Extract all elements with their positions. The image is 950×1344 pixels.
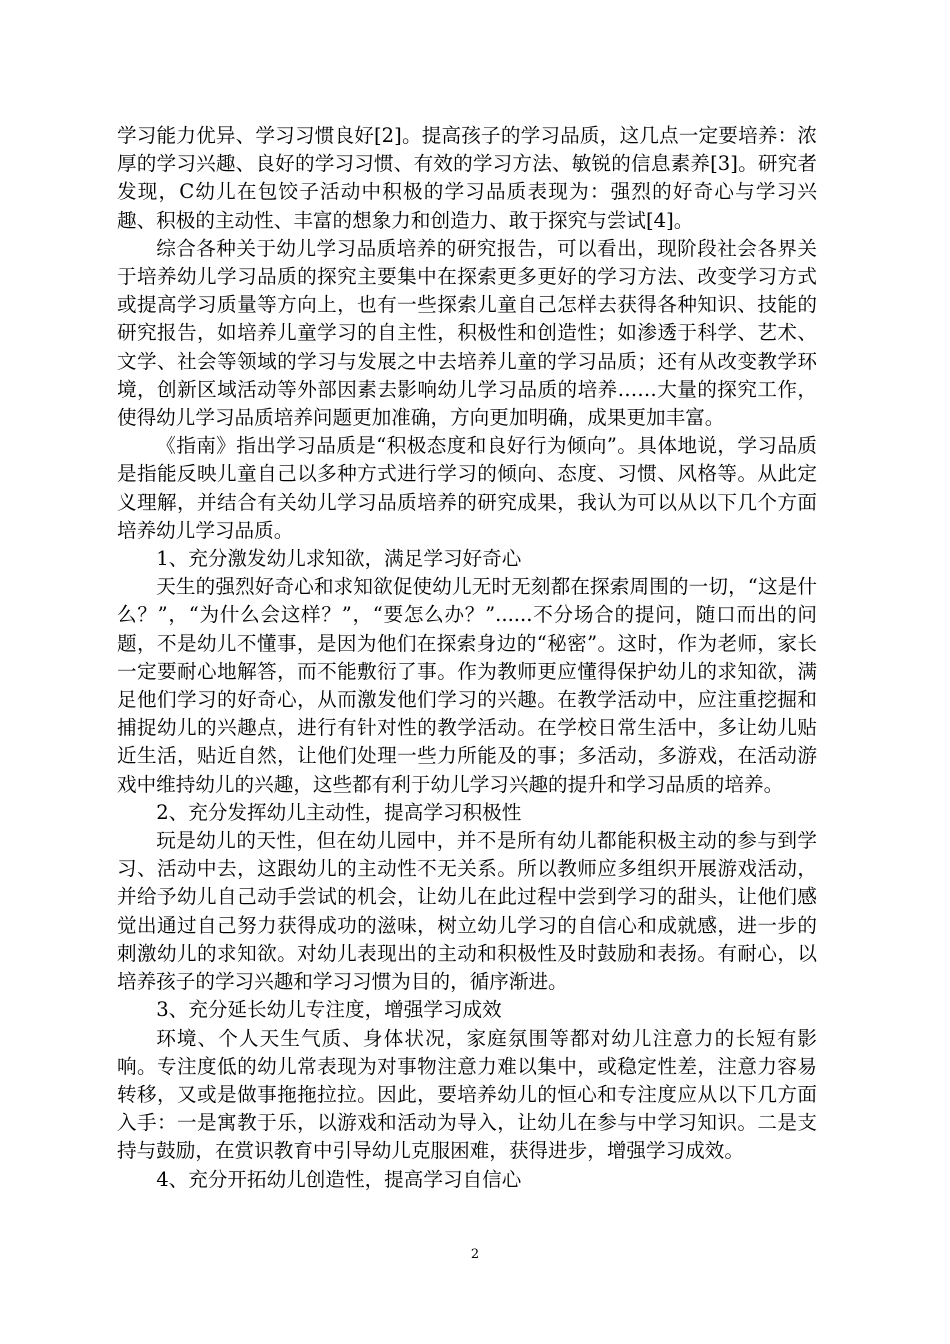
paragraph: 综合各种关于幼儿学习品质培养的研究报告，可以看出，现阶段社会各界关于培养幼儿学习品质的探究主要集中在探索更多更好的学习方法、改变学习方式或提高学习质量等方向上，也有一些探索儿童自己怎样去获得各种知识、技能的研究报告，如培养儿童学习的自主性，积极性和创造性；如渗透于科学、艺术、文学、社会等领域的学习与发展之中去培养儿童的学习品质；还有从改变教学环境，创新区域活动等外部因素去影响幼儿学习品质的培养……大量的探究工作，使得幼儿学习品质培养问题更加准确，方向更加明确，成果更加丰富。 [117, 236, 817, 430]
page-number: 2 [470, 1247, 480, 1262]
paragraph: 《指南》指出学习品质是“积极态度和良好行为倾向”。具体地说，学习品质是指能反映儿童自己以多种方式进行学习的倾向、态度、习惯、风格等。从此定义理解，并结合有关幼儿学习品质培养的研究成果，我认为可以从以下几个方面培养幼儿学习品质。 [117, 434, 817, 542]
section-heading: 2、充分发挥幼儿主动性，提高学习积极性 [156, 800, 522, 824]
paragraph: 环境、个人天生气质、身体状况，家庭氛围等都对幼儿注意力的长短有影响。专注度低的幼儿常表现为对事物注意力难以集中，或稳定性差，注意力容易转移，又或是做事拖拖拉拉。因此，要培养幼儿的恒心和专注度应从以下几方面入手：一是寓教于乐，以游戏和活动为导入，让幼儿在参与中学习知识。二是支持与鼓励，在赏识教育中引导幼儿克服困难，获得进步，增强学习成效。 [117, 1026, 817, 1163]
section-heading: 1、充分激发幼儿求知欲，满足学习好奇心 [156, 547, 522, 571]
section-heading: 4、充分开拓幼儿创造性，提高学习自信心 [156, 1167, 522, 1191]
document-body [117, 122, 817, 1194]
paragraph: 玩是幼儿的天性，但在幼儿园中，并不是所有幼儿都能积极主动的参与到学习、活动中去，这跟幼儿的主动性不无关系。所以教师应多组织开展游戏活动，并给予幼儿自己动手尝试的机会，让幼儿在此过程中尝到学习的甜头，让他们感觉出通过自己努力获得成功的滋味，树立幼儿学习的自信心和成就感，进一步的刺激幼儿的求知欲。对幼儿表现出的主动和积极性及时鼓励和表扬。有耐心，以培养孩子的学习兴趣和学习习惯为目的，循序渐进。 [117, 829, 817, 994]
paragraph: 学习能力优异、学习习惯良好[2]。提高孩子的学习品质，这几点一定要培养：浓厚的学习兴趣、良好的学习习惯、有效的学习方法、敏锐的信息素养[3]。研究者发现，C幼儿在包饺子活动中积极的学习品质表现为：强烈的好奇心与学习兴趣、积极的主动性、丰富的想象力和创造力、敢于探究与尝试[4]。 [117, 124, 817, 232]
section-heading: 3、充分延长幼儿专注度，增强学习成效 [156, 998, 502, 1022]
paragraph: 天生的强烈好奇心和求知欲促使幼儿无时无刻都在探索周围的一切，“这是什么？”，“为什么会这样？”，“要怎么办？”......不分场合的提问，随口而出的问题，不是幼儿不懂事，是因为他们在探索身边的“秘密”。这时，作为老师，家长一定要耐心地解答，而不能敷衍了事。作为教师更应懂得保护幼儿的求知欲，满足他们学习的好奇心，从而激发他们学习的兴趣。在教学活动中，应注重挖掘和捕捉幼儿的兴趣点，进行有针对性的教学活动。在学校日常生活中，多让幼儿贴近生活，贴近自然，让他们处理一些力所能及的事；多活动，多游戏，在活动游戏中维持幼儿的兴趣，这些都有利于幼儿学习兴趣的提升和学习品质的培养。 [117, 575, 817, 796]
